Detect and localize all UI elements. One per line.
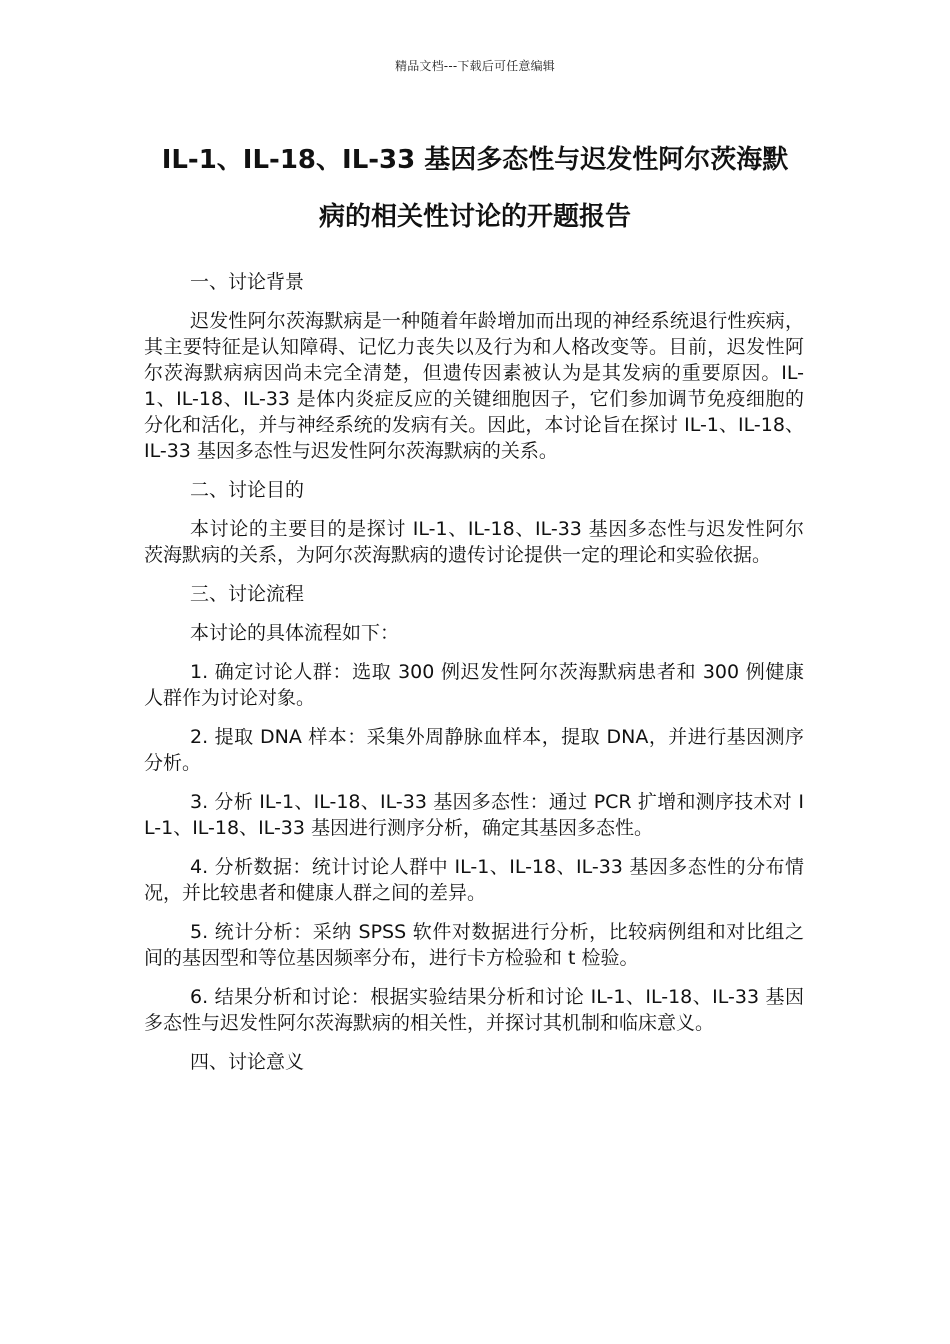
background-paragraph: 迟发性阿尔茨海默病是一种随着年龄增加而出现的神经系统退行性疾病，其主要特征是认知障碍、记忆力丧失以及行为和人格改变等。目前，迟发性阿尔茨海默病病因尚未完全清楚，但遗传因素被认为是其发病的重要原因。IL-1、IL-18、IL-33 是体内炎症反应的关键细胞因子，它们参加调节免疫细胞的分化和活化，并与神经系统的发病有关。因此，本讨论旨在探讨 IL-1、IL-18、IL-33 基因多态性与迟发性阿尔茨海默病的关系。 (144, 310, 804, 462)
section-heading-significance: 四、讨论意义 (190, 1051, 305, 1073)
process-step-5: 5. 统计分析：采纳 SPSS 软件对数据进行分析，比较病例组和对比组之间的基因型和等位基因频率分布，进行卡方检验和 t 检验。 (144, 921, 804, 969)
purpose-paragraph: 本讨论的主要目的是探讨 IL-1、IL-18、IL-33 基因多态性与迟发性阿尔茨海默病的关系，为阿尔茨海默病的遗传讨论提供一定的理论和实验依据。 (144, 518, 804, 566)
process-intro-paragraph: 本讨论的具体流程如下： (190, 622, 400, 644)
section-heading-background: 一、讨论背景 (190, 271, 305, 293)
process-step-6: 6. 结果分析和讨论：根据实验结果分析和讨论 IL-1、IL-18、IL-33 基因多态性与迟发性阿尔茨海默病的相关性，并探讨其机制和临床意义。 (144, 986, 804, 1034)
page-header-note: 精品文档---下载后可任意编辑 (395, 59, 555, 73)
process-step-2: 2. 提取 DNA 样本：采集外周静脉血样本，提取 DNA，并进行基因测序分析。 (144, 726, 804, 774)
process-step-1: 1. 确定讨论人群：选取 300 例迟发性阿尔茨海默病患者和 300 例健康人群作为讨论对象。 (144, 661, 804, 709)
section-heading-process: 三、讨论流程 (190, 583, 305, 605)
document-title-line-1: IL-1、IL-18、IL-33 基因多态性与迟发性阿尔茨海默 (161, 145, 789, 175)
document-title-line-2: 病的相关性讨论的开题报告 (318, 202, 631, 232)
document-title (140, 132, 810, 246)
process-step-4: 4. 分析数据：统计讨论人群中 IL-1、IL-18、IL-33 基因多态性的分布情况，并比较患者和健康人群之间的差异。 (144, 856, 804, 904)
document-body (144, 269, 804, 1088)
section-heading-purpose: 二、讨论目的 (190, 479, 305, 501)
process-step-3: 3. 分析 IL-1、IL-18、IL-33 基因多态性：通过 PCR 扩增和测序技术对 IL-1、IL-18、IL-33 基因进行测序分析，确定其基因多态性。 (144, 791, 804, 839)
